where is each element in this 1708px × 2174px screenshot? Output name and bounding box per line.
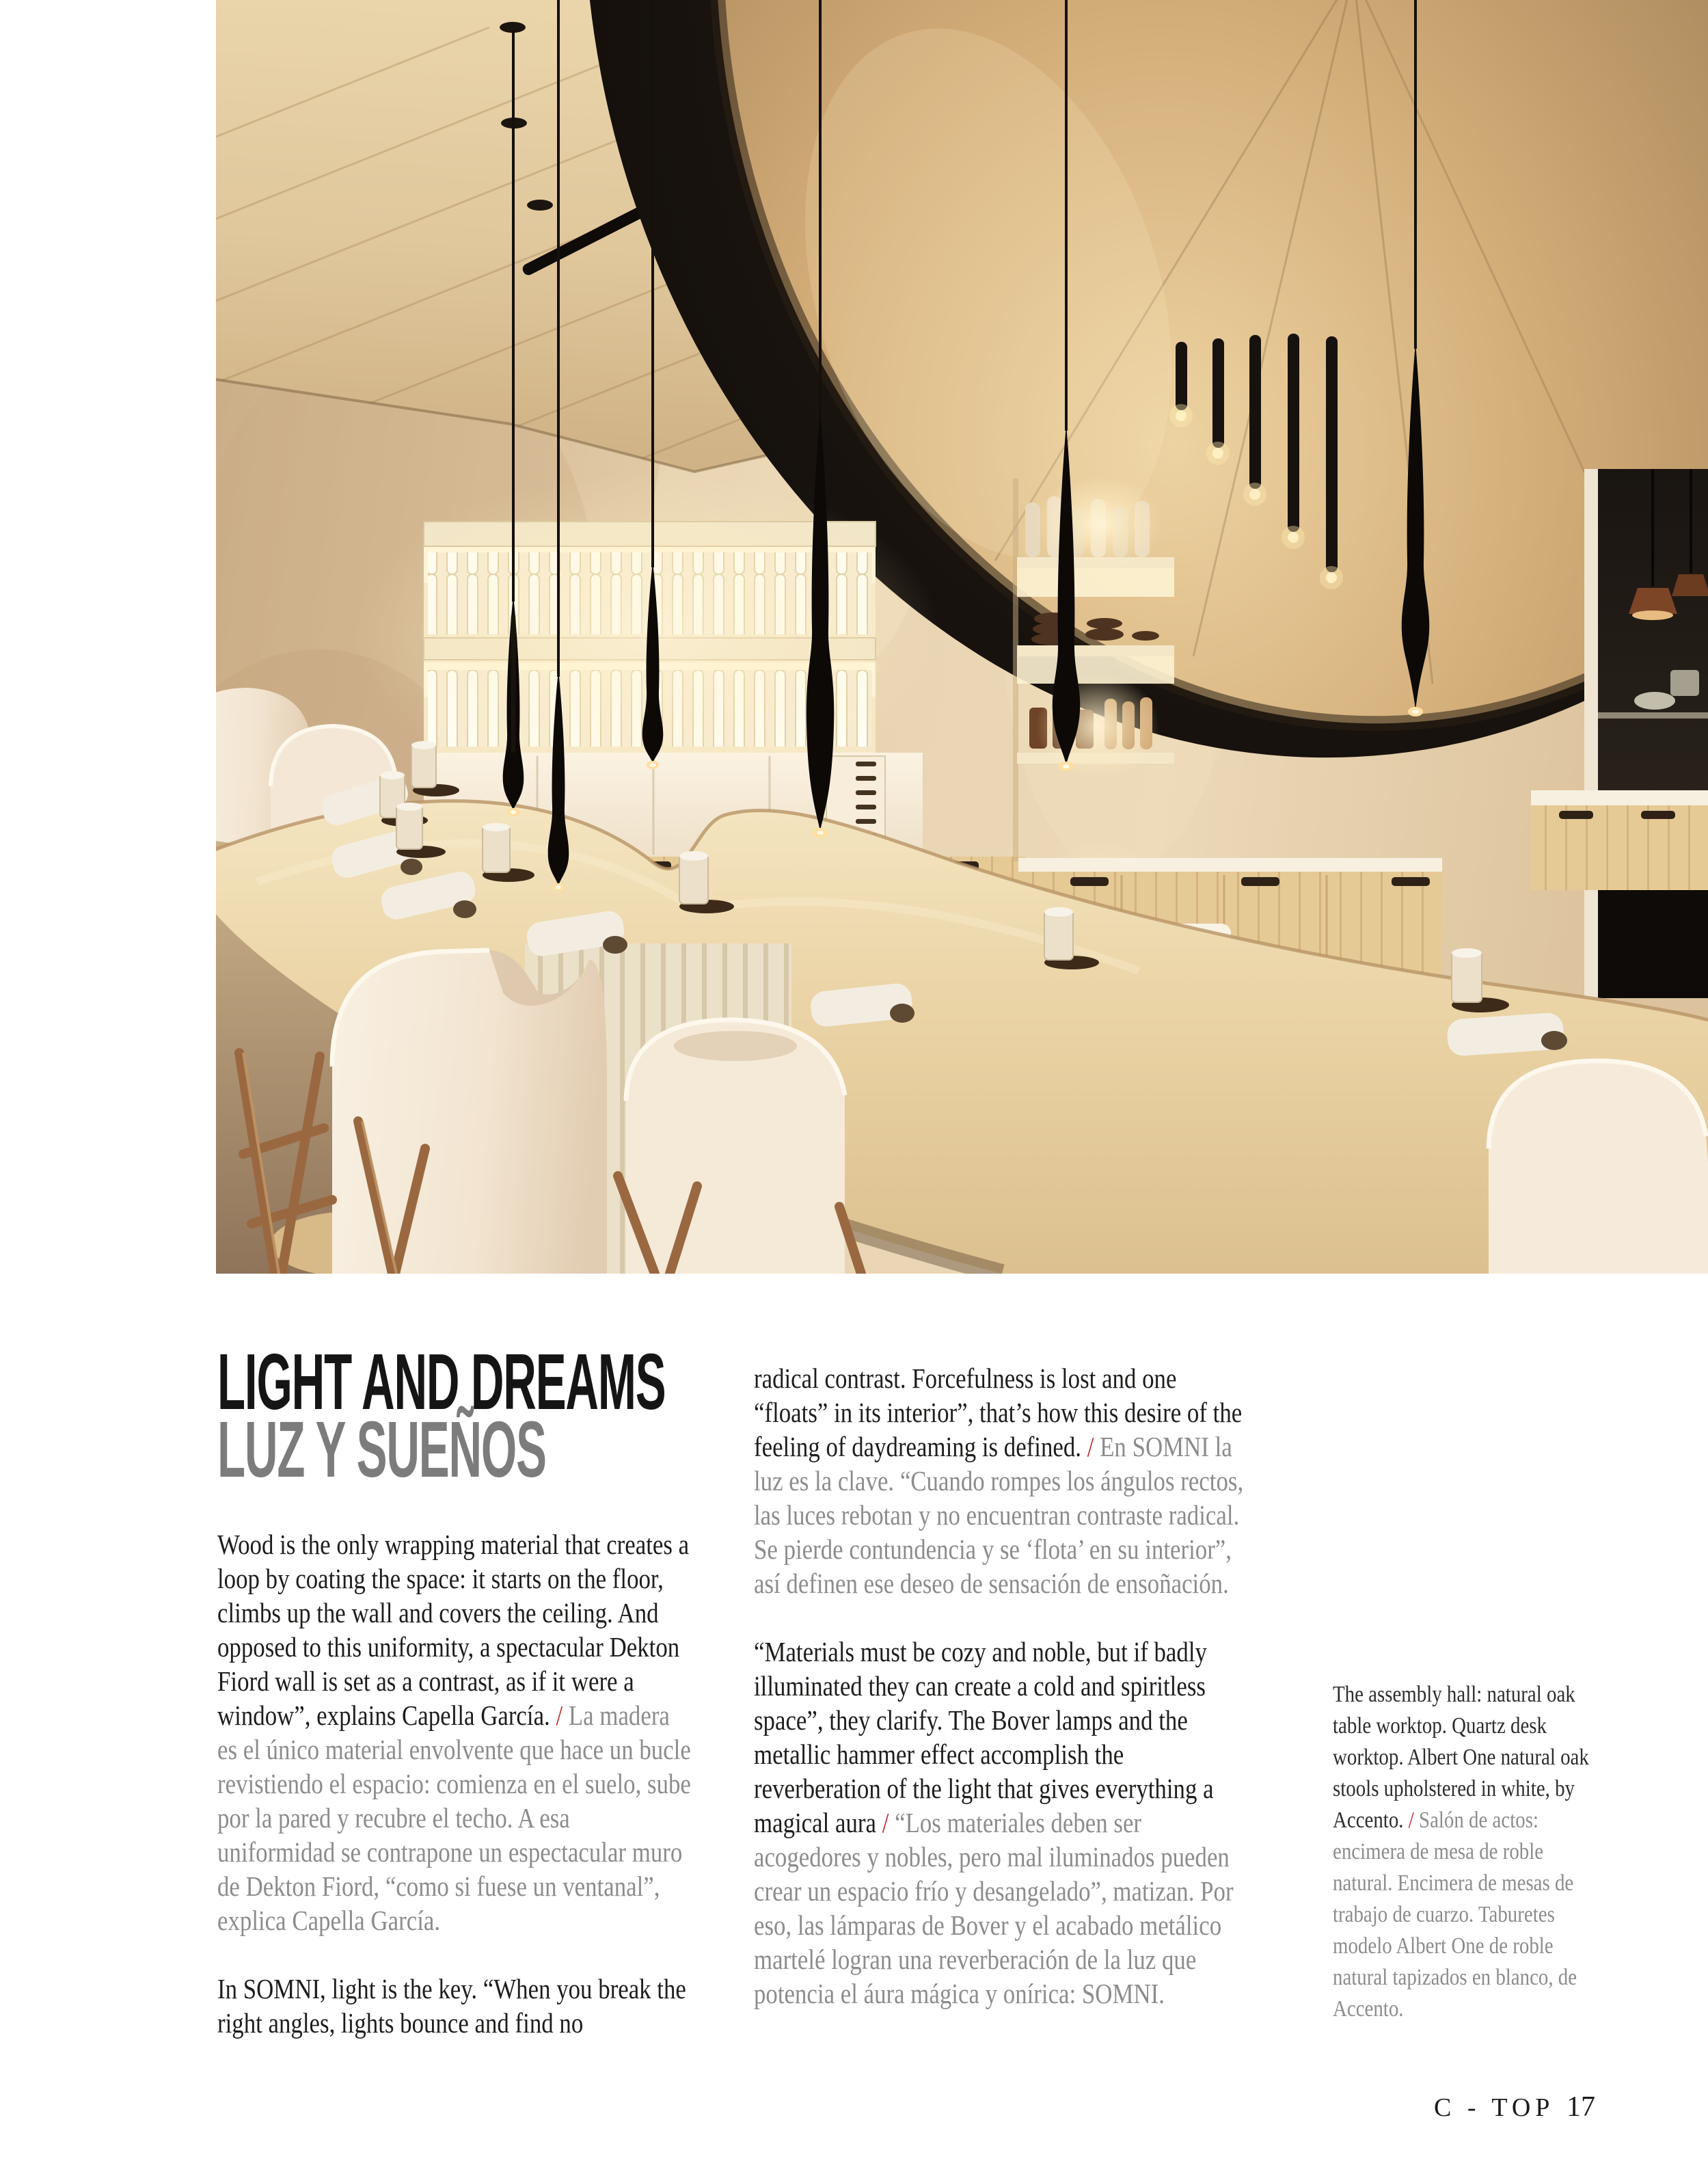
text-english: In SOMNI, light is the key. “When you break the right angles, lights bounce and find no xyxy=(217,1973,686,2039)
kitchen-opening xyxy=(1584,469,1708,998)
caption-english: The assembly hall: natural oak table worktop. Quartz desk worktop. Albert One natural oak stools upholstered in white, by Accento. xyxy=(1333,1682,1589,1833)
text-spanish: La madera es el único material envolvente que hace un bucle revistiendo el espacio: comienza en el suelo, sube por la pared y recubre el techo. A esa uniformidad se contrapone un espectacular muro de Dekton Fiord, “como si fuese un ventanal”, explica Capella García. xyxy=(217,1700,691,1936)
body-column-2 xyxy=(754,1361,1251,2045)
title-english: LIGHT AND DREAMS xyxy=(217,1337,666,1426)
text-english: radical contrast. Forcefulness is lost and one “floats” in its interior”, that’s how this desire of the feeling of daydreaming is defined. xyxy=(754,1363,1243,1462)
text-english: Wood is the only wrapping material that creates a loop by coating the space: it starts on the floor, climbs up the wall and covers the ceiling. And opposed to this uniformity, a spectacular Dekton Fiord wall is set as a contrast, as if it were a window”, explains Capella García. xyxy=(217,1529,690,1731)
photo-caption xyxy=(1333,1679,1601,2025)
caption-spanish: Salón de actos: encimera de mesa de roble natural. Encimera de mesas de trabajo de cuarzo. Taburetes modelo Albert One de roble natural tapizados en blanco, de Accento. xyxy=(1333,1808,1577,2022)
language-separator-slash: / xyxy=(556,1700,563,1731)
text-spanish: En SOMNI la luz es la clave. “Cuando rompes los ángulos rectos, las luces rebotan y no encuentran contraste radical. Se pierde contundencia y se ‘flota’ en su interior”, así definen ese deseo de sensación de ensoñación. xyxy=(754,1431,1244,1599)
paragraph xyxy=(754,1635,1251,2011)
title-spanish: LUZ Y SUEÑOS xyxy=(217,1405,546,1494)
hero-photo xyxy=(216,0,1708,1274)
language-separator-slash: / xyxy=(882,1807,889,1838)
page-number: 17 xyxy=(1567,2091,1595,2123)
restaurant-interior-illustration xyxy=(216,0,1708,1274)
paragraph xyxy=(217,1972,692,2040)
language-separator-slash: / xyxy=(1408,1808,1414,1833)
paragraph xyxy=(754,1361,1251,1600)
text-spanish: “Los materiales deben ser acogedores y nobles, pero mal iluminados pueden crear un espacio frío y desangelado”, matizan. Por eso, las lámparas de Bover y el acabado metálico martelé logran una reverberación de la luz que potencia el áura mágica y onírica: SOMNI. xyxy=(754,1807,1234,2009)
language-separator-slash: / xyxy=(1087,1431,1094,1462)
page-footer xyxy=(1434,2091,1595,2123)
magazine-name: C - TOP xyxy=(1434,2093,1555,2122)
text-english: “Materials must be cozy and noble, but if badly illuminated they can create a cold and spiritless space”, they clarify. The Bover lamps and the metallic hammer effect accomplish the reverberation of the light that gives everything a magical aura xyxy=(754,1636,1214,1838)
paragraph xyxy=(217,1527,692,1937)
body-column-1 xyxy=(217,1527,692,2074)
